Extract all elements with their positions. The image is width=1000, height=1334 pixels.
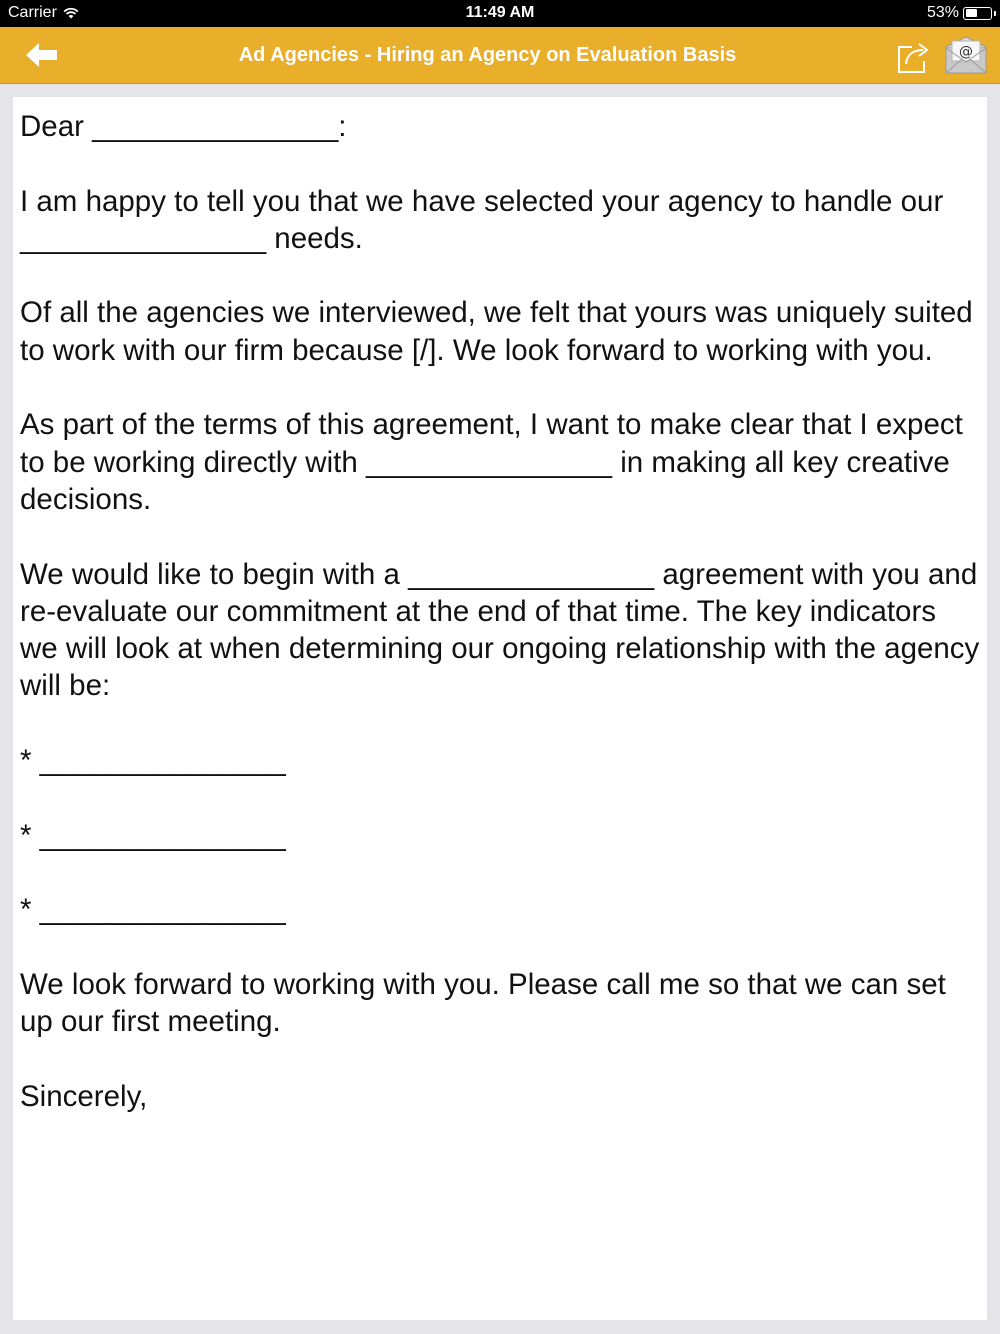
carrier-label: Carrier [8, 4, 57, 21]
email-envelope-icon [944, 35, 988, 75]
status-time: 11:49 AM [465, 4, 535, 21]
letter-paragraph: Of all the agencies we interviewed, we felt that yours was uniquely suited to work with our firm because [/]. We look forward to working with you. [20, 296, 973, 367]
share-icon [894, 39, 932, 75]
email-button[interactable] [944, 35, 988, 75]
battery-percent: 53% [926, 4, 959, 21]
letter-bullet: * _______________ [20, 744, 286, 778]
letter-paragraph: As part of the terms of this agreement, I want to make clear that I expect to be working directly with _______________ in making all key creative decisions. [20, 408, 963, 516]
letter-salutation: Dear _______________: [20, 110, 347, 143]
navigation-bar [0, 27, 1000, 84]
battery-indicator [927, 4, 992, 22]
share-button[interactable] [894, 39, 932, 75]
status-bar [0, 0, 1000, 27]
letter-bullet: * _______________ [20, 818, 286, 852]
page-title: Ad Agencies - Hiring an Agency on Evaluation Basis [238, 44, 737, 66]
svg-text:@: @ [959, 44, 973, 60]
battery-icon [963, 7, 992, 20]
bottom-margin [0, 1320, 1000, 1334]
letter-body [13, 97, 980, 1115]
letter-paragraph: I am happy to tell you that we have selected your agency to handle our _______________ needs. [20, 184, 944, 255]
battery-level [966, 9, 977, 17]
letter-bullet: * _______________ [20, 893, 286, 927]
letter-paragraph: We would like to begin with a _______________ agreement with you and re-evaluate our commitment at the end of that time. The key indicators we will look at when determining our ongoing relationship with the agency will be: [20, 557, 980, 703]
letter-closing: We look forward to working with you. Please call me so that we can set up our first meeting. [20, 967, 946, 1039]
letter-view[interactable] [13, 97, 987, 1320]
letter-signoff: Sincerely, [20, 1079, 148, 1113]
